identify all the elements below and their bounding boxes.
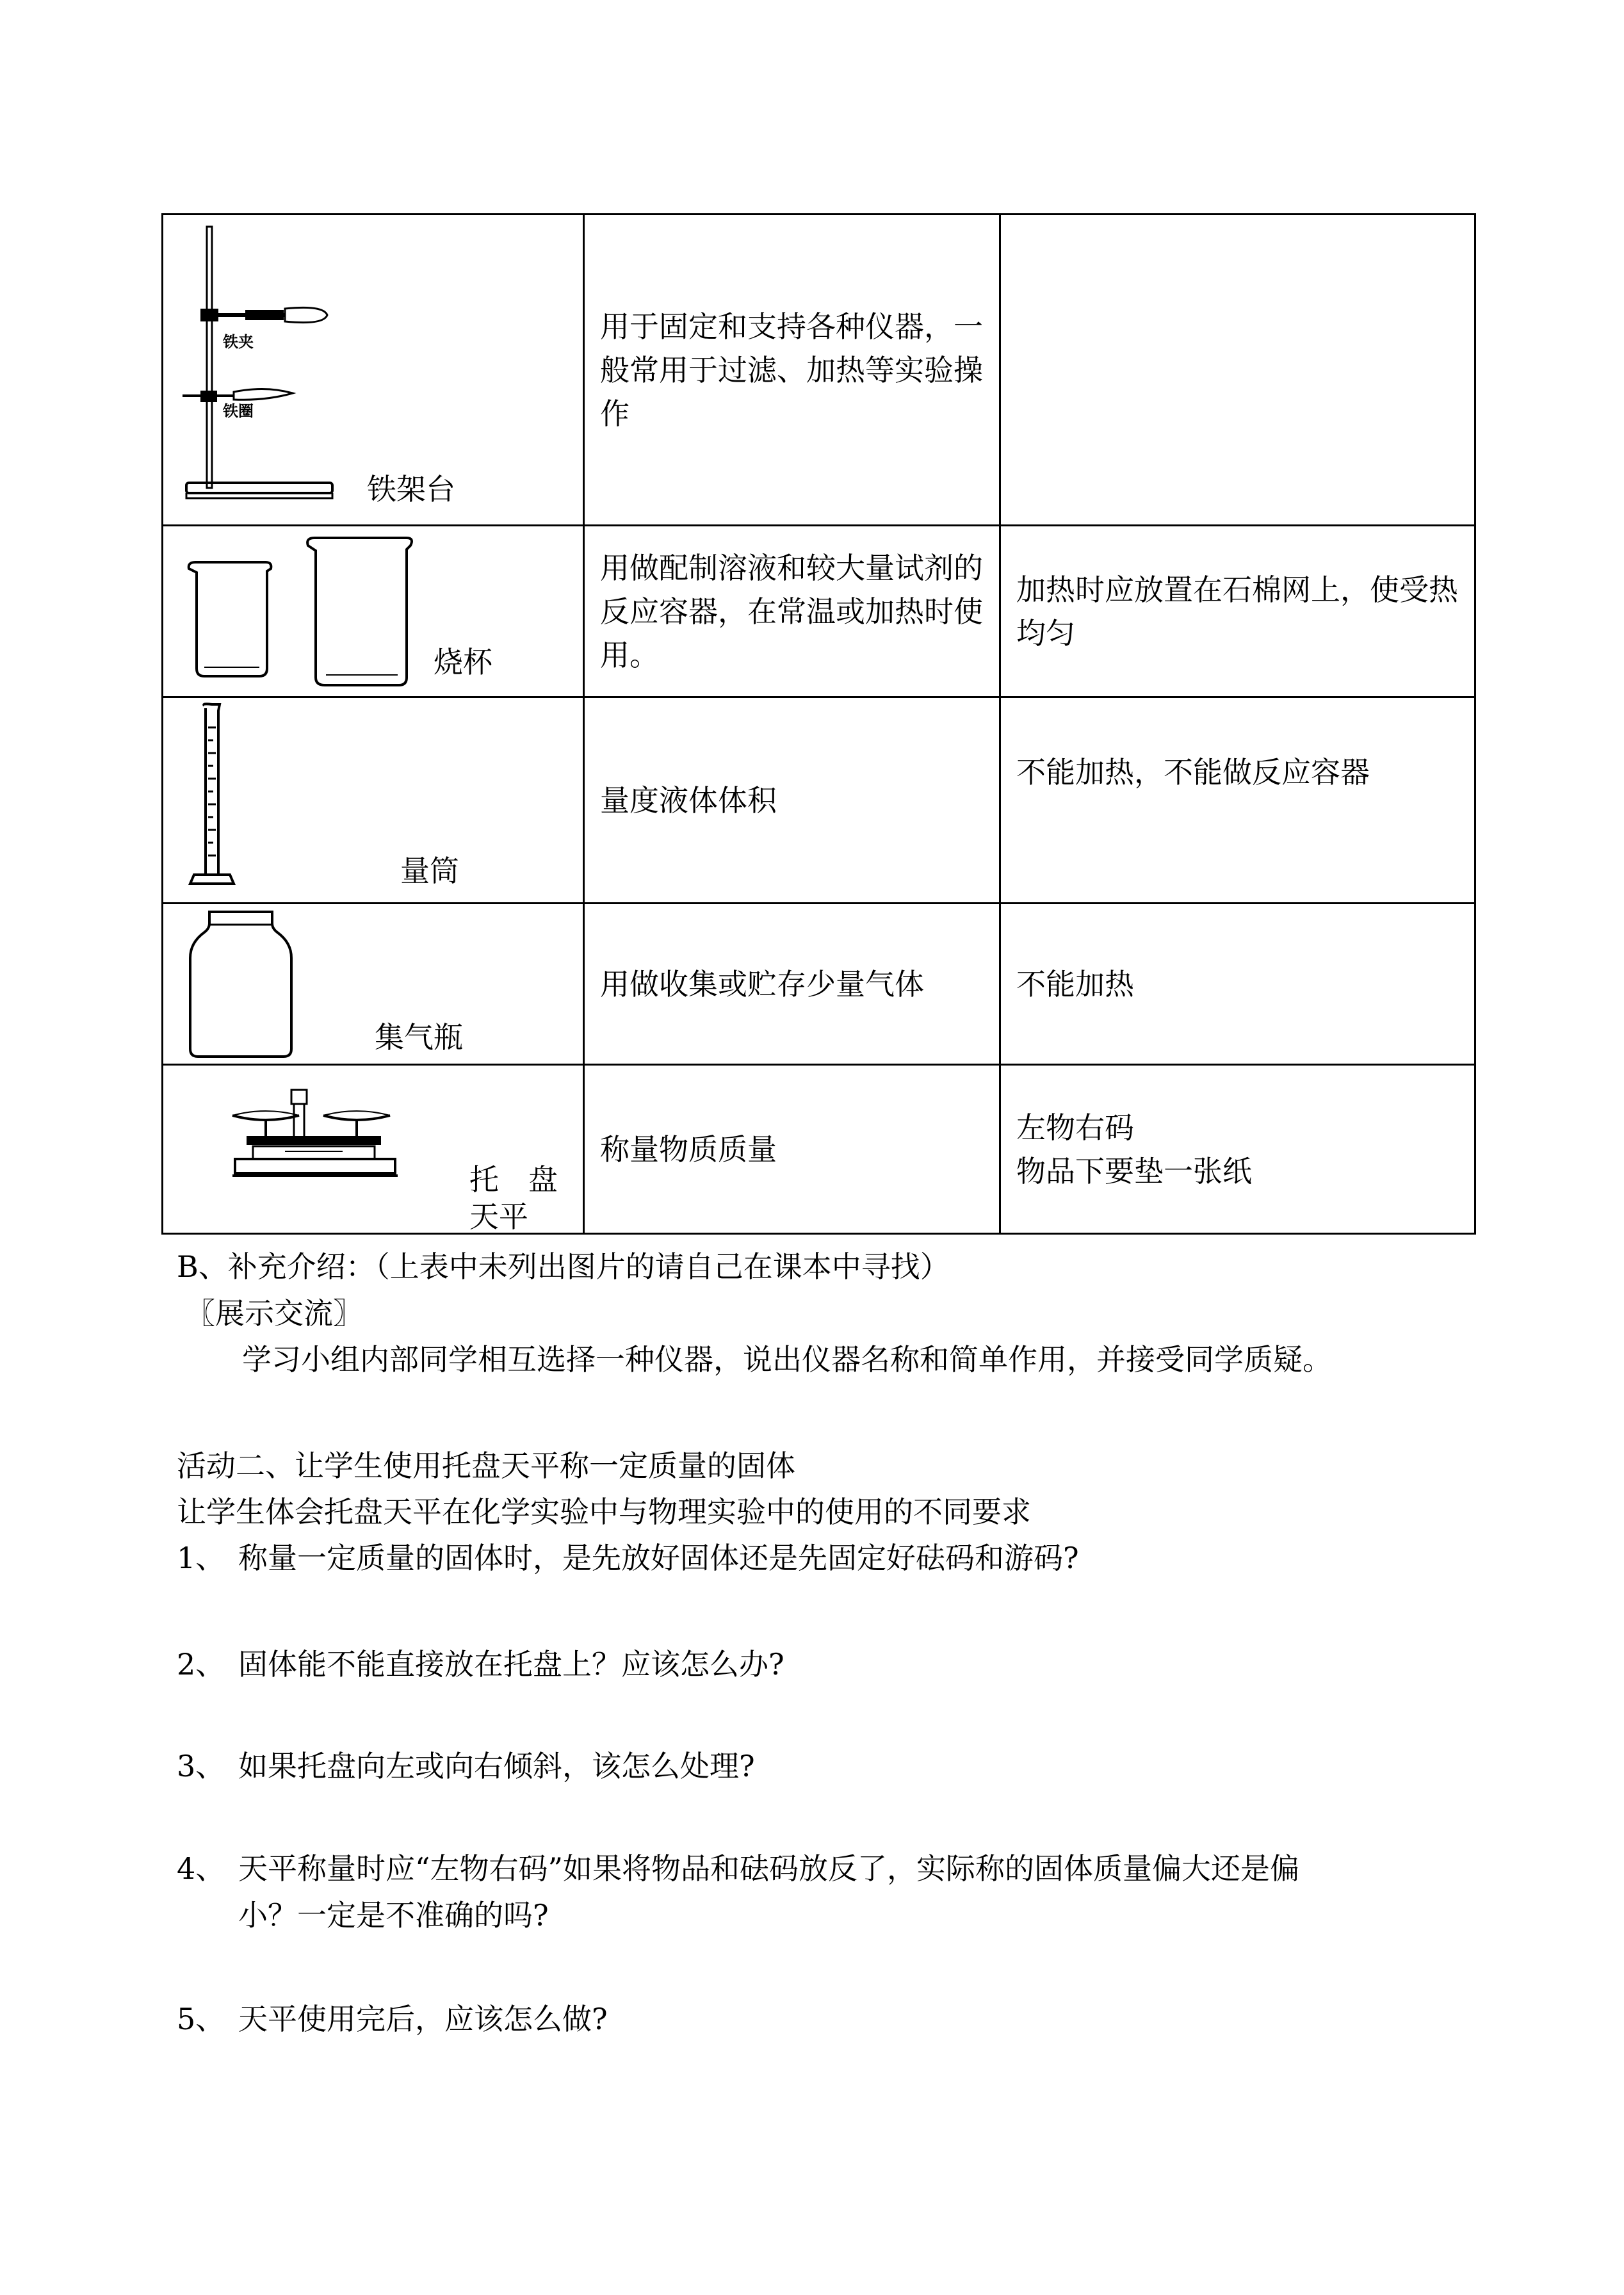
question-text: 如果托盘向左或向右倾斜，该怎么处理? bbox=[238, 1749, 755, 1783]
question-number: 1、 bbox=[177, 1541, 225, 1575]
table-row bbox=[163, 215, 1475, 526]
balance-icon bbox=[227, 1087, 407, 1183]
iron-clamp-label: 铁夹 bbox=[223, 333, 254, 351]
apparatus-table bbox=[161, 213, 1476, 1235]
apparatus-note: 不能加热，不能做反应容器 bbox=[1016, 755, 1370, 790]
apparatus-name: 集气瓶 bbox=[375, 1020, 463, 1055]
exchange-text: 学习小组内部同学相互选择一种仪器，说出仪器名称和简单作用，并接受同学质疑。 bbox=[242, 1342, 1332, 1377]
apparatus-note-line1: 左物右码 bbox=[1016, 1110, 1134, 1145]
activity-intro: 让学生体会托盘天平在化学实验中与物理实验中的使用的不同要求 bbox=[177, 1495, 1031, 1529]
apparatus-note: 不能加热 bbox=[1016, 966, 1134, 1002]
apparatus-use: 用做收集或贮存少量气体 bbox=[600, 966, 924, 1002]
question-number: 2、 bbox=[177, 1647, 225, 1682]
apparatus-use: 用做配制溶液和较大量试剂的反应容器，在常温或加热时使用。 bbox=[600, 550, 983, 672]
iron-stand-icon bbox=[183, 220, 336, 502]
note-cell bbox=[1000, 526, 1475, 697]
use-cell bbox=[584, 215, 1000, 526]
iron-ring-label: 铁圈 bbox=[223, 402, 254, 420]
question-text: 天平称量时应“左物右码”如果将物品和砝码放反了，实际称的固体质量偏大还是偏 bbox=[238, 1851, 1300, 1886]
beaker-cell bbox=[163, 526, 584, 697]
iron-stand-cell bbox=[163, 215, 584, 526]
note-cell bbox=[1000, 1065, 1475, 1234]
apparatus-note: 加热时应放置在石棉网上，使受热均匀 bbox=[1016, 572, 1458, 651]
activity-title: 活动二、让学生使用托盘天平称一定质量的固体 bbox=[177, 1448, 795, 1483]
apparatus-note-line2: 物品下要垫一张纸 bbox=[1016, 1153, 1252, 1188]
apparatus-use: 量度液体体积 bbox=[600, 783, 777, 818]
table-row bbox=[163, 904, 1475, 1065]
question-text: 天平使用完后，应该怎么做? bbox=[238, 2002, 608, 2036]
use-cell bbox=[584, 1065, 1000, 1234]
question-4-continued: 小？一定是不准确的吗? bbox=[238, 1898, 549, 1933]
question-text: 固体能不能直接放在托盘上？应该怎么办? bbox=[238, 1647, 784, 1682]
question-5 bbox=[177, 1998, 608, 2040]
measuring-cylinder-icon bbox=[183, 702, 247, 894]
gas-bottle-cell bbox=[163, 904, 584, 1065]
apparatus-name: 铁架台 bbox=[367, 472, 455, 507]
apparatus-name: 烧杯 bbox=[434, 645, 492, 679]
question-number: 3、 bbox=[177, 1749, 225, 1783]
apparatus-use: 用于固定和支持各种仪器，一般常用于过滤、加热等实验操作 bbox=[600, 309, 983, 431]
question-number: 4、 bbox=[177, 1851, 225, 1886]
gas-bottle-icon bbox=[183, 907, 304, 1060]
apparatus-name-line1: 托 盘 bbox=[469, 1162, 558, 1197]
apparatus-use: 称量物质质量 bbox=[600, 1131, 777, 1167]
use-cell bbox=[584, 526, 1000, 697]
supplement-note: B、补充介绍：（上表中未列出图片的请自己在课本中寻找） bbox=[177, 1249, 950, 1284]
question-number: 5、 bbox=[177, 2002, 225, 2036]
balance-cell bbox=[163, 1065, 584, 1234]
question-1 bbox=[177, 1537, 1079, 1579]
note-cell bbox=[1000, 215, 1475, 526]
apparatus-name-line2: 天平 bbox=[469, 1199, 528, 1234]
apparatus-name: 量筒 bbox=[400, 854, 459, 888]
question-2 bbox=[177, 1643, 784, 1685]
question-text: 称量一定质量的固体时，是先放好固体还是先固定好砝码和游码? bbox=[238, 1541, 1079, 1575]
table-row bbox=[163, 697, 1475, 904]
question-4 bbox=[177, 1847, 1299, 1890]
cylinder-cell bbox=[163, 697, 584, 904]
exchange-heading: 〖展示交流〗 bbox=[186, 1296, 362, 1331]
beaker-icon bbox=[183, 533, 419, 686]
table-row bbox=[163, 1065, 1475, 1234]
note-cell bbox=[1000, 904, 1475, 1065]
table-row bbox=[163, 526, 1475, 697]
use-cell bbox=[584, 697, 1000, 904]
note-cell bbox=[1000, 697, 1475, 904]
question-3 bbox=[177, 1745, 755, 1787]
use-cell bbox=[584, 904, 1000, 1065]
